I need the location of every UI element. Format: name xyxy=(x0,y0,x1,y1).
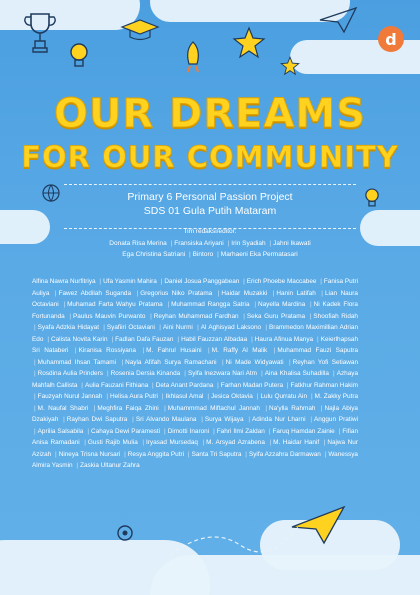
separator: | xyxy=(310,301,312,308)
author-name: Nayella Mardina xyxy=(258,301,306,308)
publisher-logo-letter: d xyxy=(385,29,397,49)
author-name: M. Raffy Al Malik xyxy=(211,347,268,354)
separator: | xyxy=(320,278,322,285)
separator: | xyxy=(269,439,272,446)
author-name: Fauzyah Nurul Jannah xyxy=(37,393,103,400)
separator: | xyxy=(106,393,108,400)
author-name: Aini Nurmi xyxy=(162,324,193,331)
separator: | xyxy=(265,324,267,331)
separator: | xyxy=(217,289,220,297)
author-name: Faruq Hamdan Zainie xyxy=(272,427,335,435)
author-name: Brammedon Maximillian Adrian Edo xyxy=(32,324,359,343)
separator: | xyxy=(34,370,36,377)
separator: | xyxy=(164,404,166,412)
separator: | xyxy=(164,427,166,435)
separator: | xyxy=(201,416,203,423)
separator: | xyxy=(47,335,50,343)
author-name: Aina Khalisa Suhadilla xyxy=(264,370,329,377)
author-name: Paulus Mauvin Purwanto xyxy=(73,312,146,320)
author-name: Haura Afinua Manya xyxy=(254,335,314,343)
author-name: Ni Kadek Flora Fortunanda xyxy=(32,301,358,320)
author-name: Rosdina Aulia Prinders xyxy=(37,370,103,377)
author-name: Fadlan Dafa Fauzan xyxy=(115,335,174,343)
author-name: Muhammad Ihsan Tamami xyxy=(37,358,117,366)
lightbulb-icon xyxy=(362,186,382,212)
separator: | xyxy=(159,324,161,331)
author-name: Sri Alvando Maulana xyxy=(135,416,197,423)
subtitle-line-1: Primary 6 Personal Passion Project xyxy=(127,191,293,203)
separator: | xyxy=(251,335,253,343)
author-name: Reyhan Muhammad Fardhan xyxy=(153,312,239,320)
separator: | xyxy=(338,427,341,435)
separator: | xyxy=(63,416,65,423)
author-name: Fanisa Putri Auliya xyxy=(32,278,359,297)
separator: | xyxy=(321,289,323,297)
separator: | xyxy=(273,347,276,354)
author-name: Azhaya Mahfalh Callista xyxy=(32,370,359,389)
editor-name: Ega Christina Satriani xyxy=(122,251,186,258)
separator: | xyxy=(245,450,247,458)
separator: | xyxy=(217,381,219,389)
separator: | xyxy=(63,301,66,308)
author-name: Helisa Aura Putri xyxy=(109,393,158,400)
separator: | xyxy=(34,404,36,412)
author-name: Lulu Qurratu Ain xyxy=(260,393,308,400)
separator: | xyxy=(34,324,36,331)
separator: | xyxy=(93,404,96,412)
separator: | xyxy=(34,393,36,400)
author-name: Resya Anggita Putri xyxy=(127,450,185,458)
separator: | xyxy=(272,289,275,297)
cloud-decoration xyxy=(0,0,140,30)
author-name: Surya Wijaya xyxy=(204,416,244,423)
separator: | xyxy=(87,427,90,435)
separator: | xyxy=(167,301,170,308)
author-name: Wanessya Almira Yasmin xyxy=(32,450,358,469)
author-name: Hanin Latifah xyxy=(276,289,316,297)
separator: | xyxy=(208,347,210,354)
separator: | xyxy=(197,324,199,331)
separator: | xyxy=(132,416,134,423)
separator: | xyxy=(243,278,245,285)
author-name: Nayla Afifah Surya Ramachani xyxy=(125,358,217,366)
separator: | xyxy=(310,416,312,423)
lightbulb-icon xyxy=(66,40,92,74)
author-name: Rayhan Dwi Saputra xyxy=(66,416,128,423)
separator: | xyxy=(76,462,79,469)
editors-label: Tim redaksi/editor: xyxy=(183,228,237,235)
dashed-trail-icon xyxy=(170,520,300,560)
author-name: Kiranisa Rossiyana xyxy=(78,347,136,354)
author-name: Santa Tri Saputra xyxy=(191,450,242,458)
authors-list xyxy=(32,276,358,472)
editors-block xyxy=(40,228,380,260)
author-name: Cahaya Dewi Paramesti xyxy=(91,427,161,435)
star-icon xyxy=(280,56,300,76)
separator: | xyxy=(81,381,83,389)
editors-line-1 xyxy=(40,238,380,249)
author-name: Muhammmad Miftachul Jannah xyxy=(167,404,260,412)
author-name: Ufa Yasmin Mahira xyxy=(103,278,157,285)
author-name: Seka Guru Pratama xyxy=(246,312,306,320)
author-name: Ni Made Widyawati xyxy=(225,358,284,366)
separator: | xyxy=(317,335,319,343)
author-name: Meghfira Faiqa Zhini xyxy=(97,404,159,412)
author-name: Dimotti Inaroni xyxy=(167,427,210,435)
author-name: Syafa Adzkia Hidayat xyxy=(37,324,99,331)
editor-name: Bintoro xyxy=(192,251,214,258)
author-name: Muhammad Fauzi Saputra xyxy=(277,347,359,354)
author-name: M. Naufal Shabri xyxy=(37,404,89,412)
separator: | xyxy=(187,450,190,458)
author-name: Calista Novita Karin xyxy=(51,335,108,343)
author-name: Fifian Anisa Ramadani xyxy=(32,427,359,446)
separator: | xyxy=(124,450,126,458)
author-name: Lian Naura Octaviani xyxy=(32,289,358,308)
separator: | xyxy=(207,393,210,400)
author-name: Syafiiri Octaviani xyxy=(106,324,155,331)
author-name: Ikhlasul Amal xyxy=(165,393,204,400)
separator: | xyxy=(288,358,291,366)
separator: | xyxy=(217,251,219,258)
separator: | xyxy=(184,370,186,377)
separator: | xyxy=(111,335,114,343)
author-name: Rosenia Dersia Kinanda xyxy=(110,370,181,377)
author-name: Habil Fauzzan Albadaa xyxy=(181,335,248,343)
title-line-1: OUR DREAMS xyxy=(53,91,367,137)
globe-icon xyxy=(40,182,62,204)
trophy-icon xyxy=(22,10,58,56)
separator: | xyxy=(150,312,152,320)
separator: | xyxy=(256,393,259,400)
author-name: Nineya Trisna Nursari xyxy=(58,450,121,458)
separator: | xyxy=(152,381,154,389)
separator: | xyxy=(324,450,327,458)
author-name: Zaskia Ultanur Zahra xyxy=(80,462,140,469)
editor-name: Jahni Ikawati xyxy=(273,240,311,247)
separator: | xyxy=(34,427,36,435)
editor-name: Fransiska Ariyani xyxy=(174,240,224,247)
author-name: Aulia Fauzani Fithiana xyxy=(84,381,149,389)
author-name: Muhamad Farta Wahyu Pratama xyxy=(67,301,163,308)
author-name: Fatkhur Rahman Hakim xyxy=(290,381,359,389)
subtitle-line-2: SDS 01 Gula Putih Mataram xyxy=(143,205,277,217)
separator: | xyxy=(202,439,205,446)
editors-line-2 xyxy=(40,249,380,260)
author-name: Daniel Josua Panggabean xyxy=(164,278,240,285)
separator: | xyxy=(243,312,245,320)
author-name: M. Zakky Putra xyxy=(314,393,359,400)
separator: | xyxy=(222,358,224,366)
separator: | xyxy=(177,335,180,343)
author-name: Adinda Nur Lharni xyxy=(252,416,306,423)
separator: | xyxy=(142,347,145,354)
separator: | xyxy=(323,439,326,446)
author-name: Muhammad Rangga Satria xyxy=(171,301,250,308)
separator: | xyxy=(188,251,191,258)
author-name: Fawez Abdilah Suganda xyxy=(58,289,131,297)
separator: | xyxy=(121,358,124,366)
author-name: Anggun Pratiwi xyxy=(314,416,358,423)
editor-name: Donata Risa Merina xyxy=(109,240,167,247)
author-name: Najla Abiya Dzakiyah xyxy=(32,404,358,423)
title-line-2: FOR OUR COMMUNITY xyxy=(21,140,399,174)
paper-plane-icon xyxy=(318,6,358,34)
separator: | xyxy=(213,427,215,435)
separator: | xyxy=(254,301,256,308)
separator: | xyxy=(265,404,267,412)
separator: | xyxy=(136,289,139,297)
rocket-icon xyxy=(178,40,208,74)
author-name: Syifa Inezwara Nari Atm xyxy=(187,370,258,377)
separator: | xyxy=(161,393,164,400)
author-name: Gregorius Niko Pratama xyxy=(140,289,213,297)
separator: | xyxy=(107,370,109,377)
separator: | xyxy=(74,347,77,354)
separator: | xyxy=(268,427,271,435)
publisher-logo xyxy=(378,26,404,52)
author-name: M. Haidar Hanif xyxy=(273,439,320,446)
separator: | xyxy=(170,240,173,247)
author-name: M. Arsyad Azrabena xyxy=(206,439,265,446)
separator: | xyxy=(261,370,263,377)
separator: | xyxy=(54,289,57,297)
editor-name: Marhaeni Eka Permatasari xyxy=(220,251,298,258)
separator: | xyxy=(55,450,57,458)
author-name: Deta Anant Pardana xyxy=(155,381,214,389)
author-name: Na'ylla Rahmah xyxy=(269,404,316,412)
separator: | xyxy=(84,439,86,446)
separator: | xyxy=(320,404,323,412)
separator: | xyxy=(103,324,105,331)
author-name: Farhan Madan Putera xyxy=(220,381,284,389)
author-name: Alfina Nawra Nurfitriya xyxy=(32,278,96,285)
author-name: Shoofiah Ridah xyxy=(313,312,358,320)
author-name: Erich Phoebe Maccabee xyxy=(246,278,317,285)
separator: | xyxy=(286,381,289,389)
author-name: Jesica Oktavia xyxy=(211,393,253,400)
graduation-cap-icon xyxy=(120,18,160,44)
separator: | xyxy=(34,358,36,366)
gear-icon xyxy=(112,520,138,546)
author-name: Fahri Ilmi Zaldan xyxy=(216,427,265,435)
author-name: Al Aghisyad Laksono xyxy=(200,324,262,331)
author-name: Syifa Azzahra Darmawan xyxy=(248,450,321,458)
author-name: Gusti Rajib Mulia xyxy=(87,439,138,446)
separator: | xyxy=(248,416,251,423)
author-name: Aprilia Salsabila xyxy=(37,427,84,435)
separator: | xyxy=(69,312,71,320)
author-name: Haidar Muzakki xyxy=(221,289,268,297)
separator: | xyxy=(269,240,272,247)
separator: | xyxy=(333,370,335,377)
author-name: Reyhan Yofi Setiawan xyxy=(292,358,359,366)
cover-title xyxy=(0,92,420,174)
author-name: Najwa Nur Azizah xyxy=(32,439,358,458)
author-name: M. Fahrul Husaini xyxy=(146,347,202,354)
separator: | xyxy=(311,393,313,400)
separator: | xyxy=(142,439,144,446)
separator: | xyxy=(160,278,163,285)
separator: | xyxy=(227,240,230,247)
separator: | xyxy=(99,278,102,285)
author-name: Keierlhapsah Sri Nataberi xyxy=(32,335,359,354)
author-name: Iryasad Mursedaq xyxy=(146,439,198,446)
subtitle-box xyxy=(64,184,356,229)
editor-name: Irin Syadiah xyxy=(231,240,266,247)
separator: | xyxy=(309,312,312,320)
star-icon xyxy=(232,26,266,60)
